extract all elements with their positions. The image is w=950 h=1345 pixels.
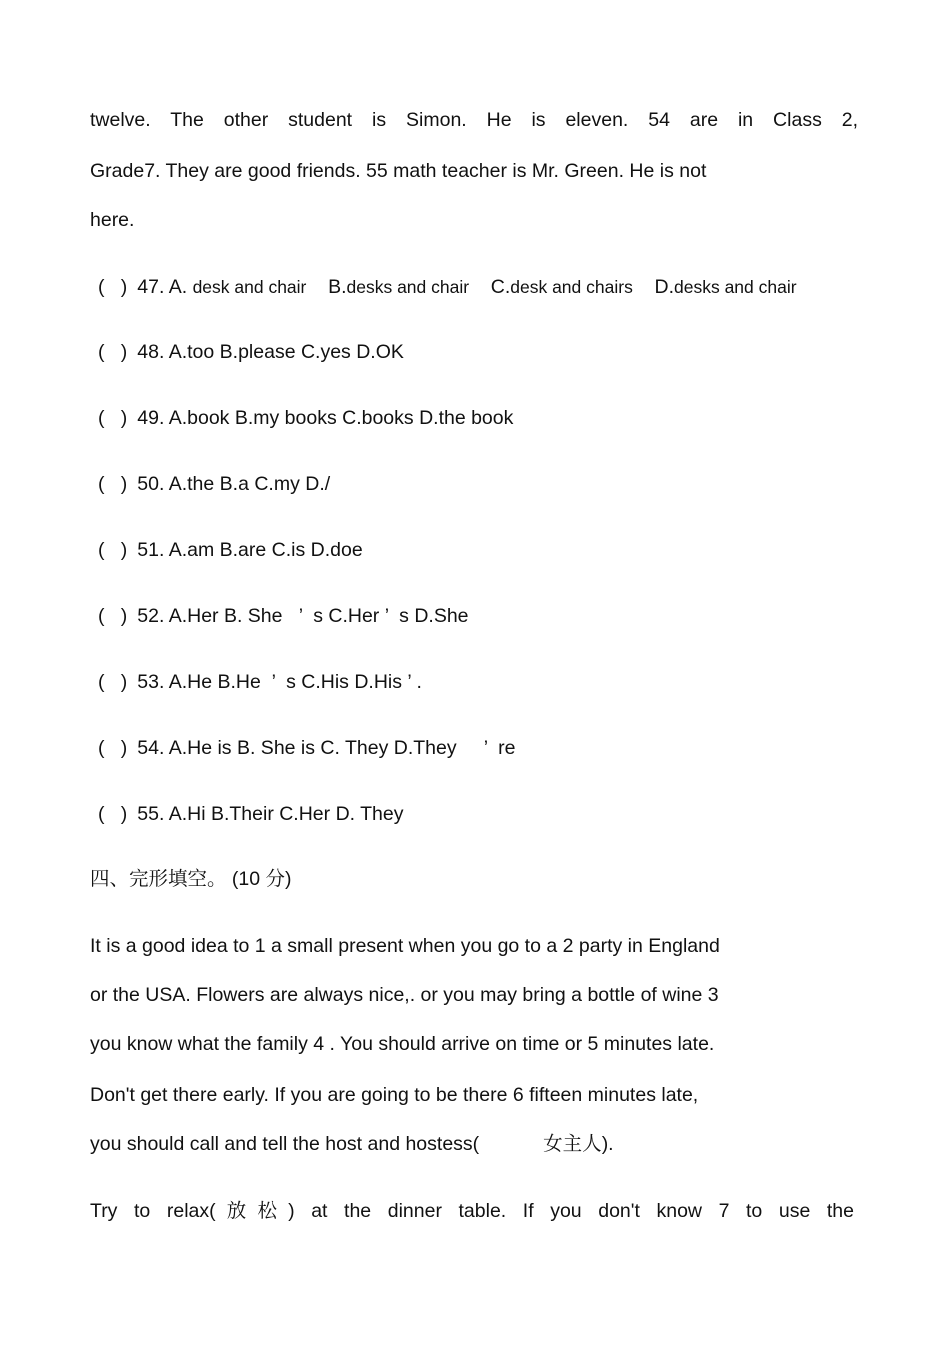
option-b-label: B. (328, 276, 347, 298)
option-d-label: D. (654, 276, 674, 298)
question-text: 48. A.too B.please C.yes D.OK (137, 341, 404, 363)
answer-paren: ( ) (98, 737, 128, 759)
answer-paren: ( ) (98, 473, 128, 495)
section-heading-score: (10 分) (226, 868, 292, 890)
question-52 (98, 604, 469, 628)
option-a-label: A. (168, 276, 188, 298)
cloze-line-6-rest: ) at the dinner table. If you don't know 7 to use the (288, 1200, 854, 1222)
question-text: 52. A.Her B. She ’ s C.Her ’ s D.She (137, 605, 469, 627)
option-b: desks and chair (346, 277, 470, 297)
answer-paren: ( ) (98, 407, 128, 429)
question-text: 55. A.Hi B.Their C.Her D. They (137, 803, 404, 825)
cloze-line-5 (90, 1132, 614, 1156)
gloss-hostess: 女主人 (543, 1132, 602, 1155)
section-heading (90, 867, 292, 891)
answer-paren: ( ) (98, 341, 128, 363)
cloze-line-5-end: ). (601, 1133, 614, 1155)
question-54 (98, 736, 515, 760)
section-heading-cn: 四、完形填空。 (90, 867, 227, 890)
cloze-line-6-text: Try to relax( (90, 1200, 216, 1222)
answer-paren: ( ) (98, 605, 128, 627)
passage-line-2: Grade7. They are good friends. 55 math teacher is Mr. Green. He is not (90, 160, 707, 182)
question-53 (98, 670, 422, 694)
answer-paren: ( ) (98, 276, 128, 298)
passage-line-3: here. (90, 209, 135, 231)
question-text: 50. A.the B.a C.my D./ (137, 473, 331, 495)
passage-line-1: twelve. The other student is Simon. He is eleven. 54 are in Class 2, (90, 109, 858, 131)
cloze-line-1: It is a good idea to 1 a small present when you go to a 2 party in England (90, 935, 720, 957)
answer-paren: ( ) (98, 671, 128, 693)
answer-paren: ( ) (98, 539, 128, 561)
question-50 (98, 472, 330, 496)
question-text: 51. A.am B.are C.is D.doe (137, 539, 363, 561)
cloze-line-6 (90, 1199, 854, 1223)
question-text: 53. A.He B.He ’ s C.His D.His ’ . (137, 671, 422, 693)
option-a: desk and chair (192, 277, 307, 297)
cloze-line-3: you know what the family 4 . You should arrive on time or 5 minutes late. (90, 1033, 715, 1055)
question-55 (98, 802, 403, 826)
question-47 (98, 275, 797, 299)
option-d: desks and chair (674, 277, 797, 297)
question-51 (98, 538, 363, 562)
cloze-line-4: Don't get there early. If you are going to be there 6 fifteen minutes late, (90, 1084, 699, 1106)
question-text: 54. A.He is B. She is C. They D.They ’ re (137, 737, 516, 759)
gloss-relax: 放松 (215, 1199, 289, 1222)
option-c: desk and chairs (510, 277, 633, 297)
question-text: 49. A.book B.my books C.books D.the book (137, 407, 514, 429)
option-c-label: C. (490, 276, 511, 298)
cloze-line-2: or the USA. Flowers are always nice,. or you may bring a bottle of wine 3 (90, 984, 719, 1006)
question-number: 47. (137, 276, 165, 298)
cloze-line-5-text: you should call and tell the host and hostess( (90, 1133, 480, 1155)
question-48 (98, 340, 404, 364)
answer-paren: ( ) (98, 803, 128, 825)
question-49 (98, 406, 513, 430)
